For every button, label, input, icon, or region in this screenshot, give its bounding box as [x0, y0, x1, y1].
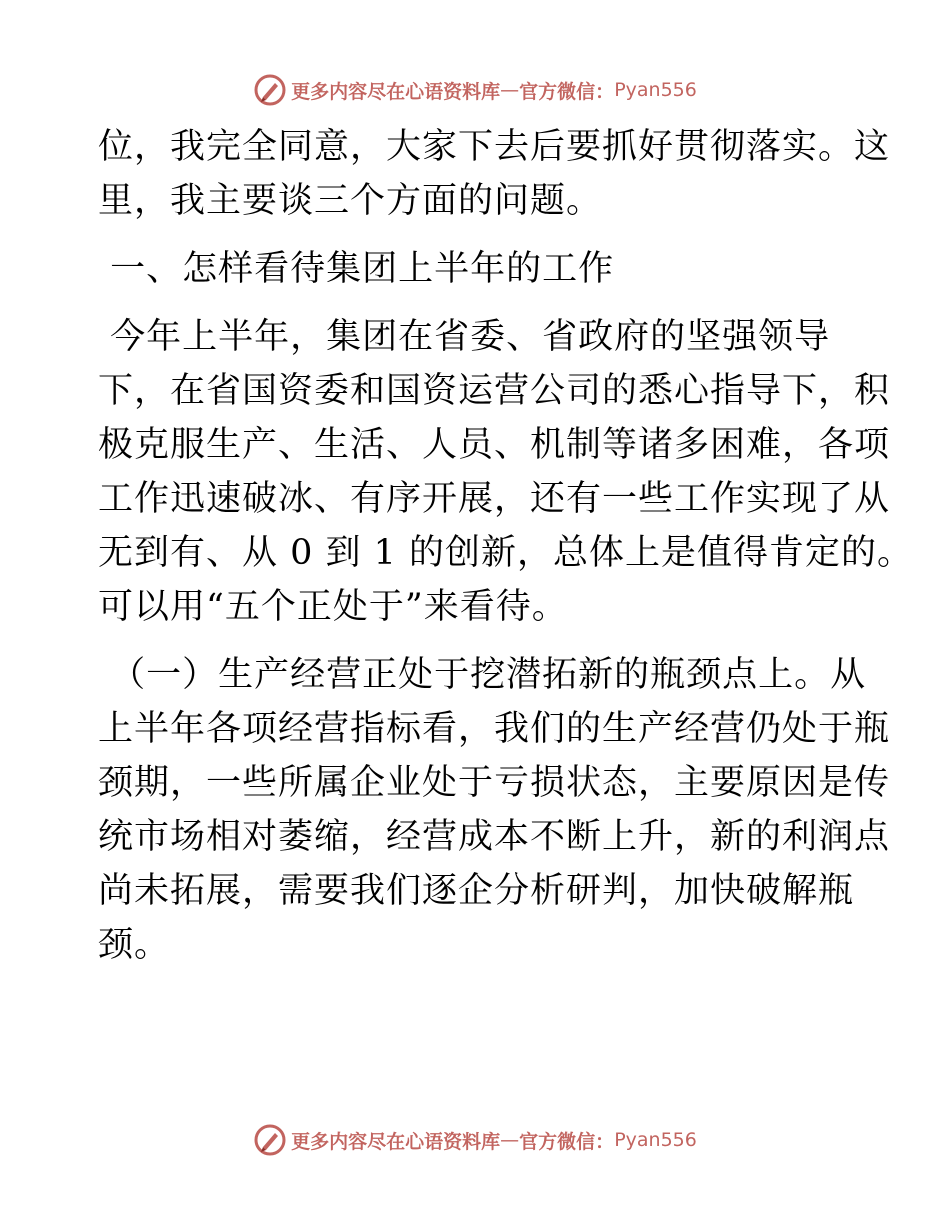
- text-line: 颈期，一些所属企业处于亏损状态，主要原因是传: [98, 763, 891, 803]
- watermark-wechat-id: Pyan556: [614, 1129, 697, 1151]
- text-line: 无到有、从 0 到 1 的创新，总体上是值得肯定的。: [98, 533, 914, 573]
- text-line: 上半年各项经营指标看，我们的生产经营仍处于瓶: [98, 709, 891, 749]
- text-line: 里，我主要谈三个方面的问题。: [98, 181, 603, 221]
- paragraph-3: [98, 648, 891, 972]
- document-body: [98, 120, 914, 986]
- watermark-wechat-id: Pyan556: [614, 79, 697, 101]
- watermark-separator: —: [500, 79, 520, 101]
- pen-logo-icon: [253, 1123, 287, 1157]
- text-line: 今年上半年，集团在省委、省政府的坚强领导: [98, 317, 831, 357]
- watermark-main-text: 更多内容尽在心语资料库: [291, 80, 501, 103]
- text-line: 下，在省国资委和国资运营公司的悉心指导下，积: [98, 371, 891, 411]
- text-line: （一）生产经营正处于挖潜拓新的瓶颈点上。从: [98, 655, 867, 695]
- watermark-separator: —: [500, 1129, 520, 1151]
- text-line: 可以用“五个正处于”来看待。: [98, 587, 568, 627]
- text-line: 统市场相对萎缩，经营成本不断上升，新的利润点: [98, 817, 891, 857]
- section-heading: [98, 242, 858, 296]
- heading-line: 一、怎样看待集团上半年的工作: [98, 249, 615, 289]
- watermark-main-text: 更多内容尽在心语资料库: [291, 1130, 501, 1153]
- watermark-wechat-label: 官方微信：: [519, 1130, 615, 1153]
- paragraph-2: [98, 310, 914, 634]
- watermark-header: [0, 70, 950, 110]
- paragraph-1: [98, 120, 891, 228]
- watermark-footer: [0, 1120, 950, 1160]
- text-line: 尚未拓展，需要我们逐企分析研判，加快破解瓶: [98, 871, 855, 911]
- text-line: 工作迅速破冰、有序开展，还有一些工作实现了从: [98, 479, 891, 519]
- text-line: 位，我完全同意，大家下去后要抓好贯彻落实。这: [98, 127, 891, 167]
- text-line: 颈。: [98, 925, 171, 965]
- watermark-wechat-label: 官方微信：: [519, 80, 615, 103]
- text-line: 极克服生产、生活、人员、机制等诸多困难，各项: [98, 425, 891, 465]
- pen-logo-icon: [253, 73, 287, 107]
